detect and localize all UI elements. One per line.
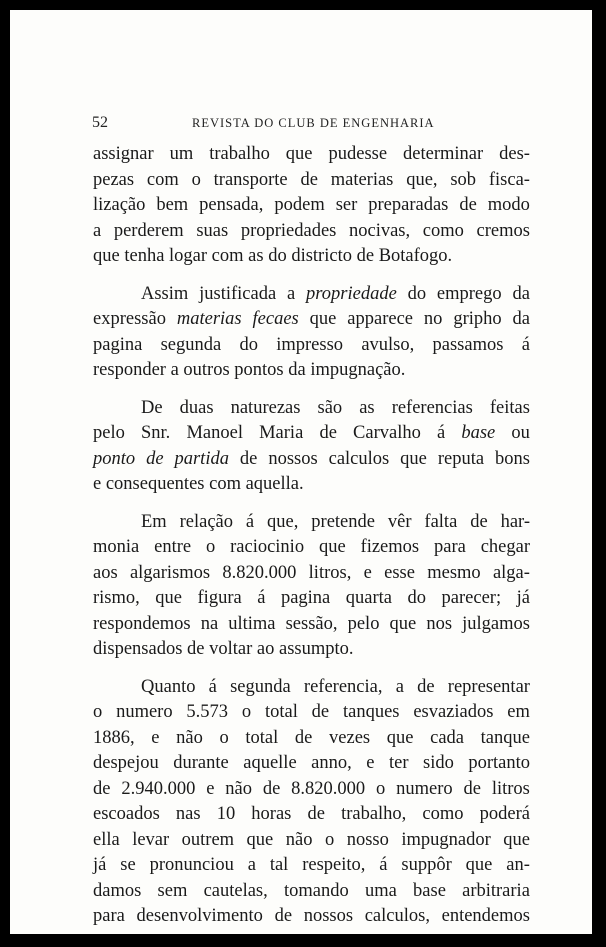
text-line: assignar um trabalho que pudesse determinar des-: [93, 144, 530, 164]
running-head: [92, 114, 532, 134]
text-line: pagina segunda do impresso avulso, passamos á: [93, 334, 530, 355]
text-line: monia entre o raciocinio que fizemos para chegar: [93, 537, 530, 557]
page-number: 52: [92, 114, 108, 131]
text-line: Em relação á que, pretende vêr falta de har-: [141, 511, 530, 532]
journal-title: REVISTA DO CLUB DE ENGENHARIA: [192, 116, 435, 130]
paragraph: [93, 396, 530, 498]
text-line: 1886, e não o total de vezes que cada tanque: [93, 727, 530, 748]
text-line: pezas com o transporte de materias que, sob fisca-: [93, 169, 530, 190]
text-line: escoados nas 10 horas de trabalho, como poderá: [93, 804, 530, 824]
text-line: expressão materias fecaes que apparece no gripho da: [93, 309, 530, 329]
paragraph-gap: [93, 663, 530, 675]
text-line: damos sem cautelas, tomando uma base arbitraria: [93, 880, 530, 901]
paragraph-gap: [93, 498, 530, 510]
text-line: de 2.940.000 e não de 8.820.000 o numero de litros: [93, 778, 530, 799]
text-line: a perderem suas propriedades nocivas, como cremos: [93, 220, 530, 241]
paragraph: [93, 282, 530, 384]
text-line: para desenvolvimento de nossos calculos, entendemos: [93, 906, 530, 926]
text-line: aos algarismos 8.820.000 litros, e esse mesmo alga-: [93, 562, 530, 583]
text-line: já se pronunciou a tal respeito, á suppôr que an-: [93, 855, 530, 875]
text-line: o numero 5.573 o total de tanques esvaziados em: [93, 702, 530, 722]
text-line: ponto de partida de nossos calculos que reputa bons: [93, 448, 530, 469]
body-text: [93, 142, 530, 930]
paragraph: [93, 142, 530, 270]
book-page: [10, 10, 592, 934]
paragraph-gap: [93, 384, 530, 396]
text-line: respondemos na ultima sessão, pelo que nos julgamos: [93, 613, 530, 634]
text-line: dispensados de voltar ao assumpto.: [93, 639, 354, 659]
text-line: Quanto á segunda referencia, a de representar: [141, 676, 530, 697]
text-line: pelo Snr. Manoel Maria de Carvalho á base ou: [93, 423, 530, 443]
text-line: De duas naturezas são as referencias feitas: [141, 397, 530, 418]
text-line: que tenha logar com as do districto de Botafogo.: [93, 246, 453, 266]
paragraph: [93, 675, 530, 930]
text-line: responder a outros pontos da impugnação.: [93, 360, 406, 380]
text-line: Assim justificada a propriedade do emprego da: [141, 283, 530, 304]
text-line: e consequentes com aquella.: [93, 474, 304, 494]
paragraph: [93, 510, 530, 663]
text-line: rismo, que figura á pagina quarta do parecer; já: [93, 588, 530, 608]
text-line: ella levar outrem que não o nosso impugnador que: [93, 829, 530, 850]
text-line: despejou durante aquelle anno, e ter sido portanto: [93, 753, 530, 773]
paragraph-gap: [93, 270, 530, 282]
text-line: lização bem pensada, podem ser preparadas de modo: [93, 195, 530, 215]
